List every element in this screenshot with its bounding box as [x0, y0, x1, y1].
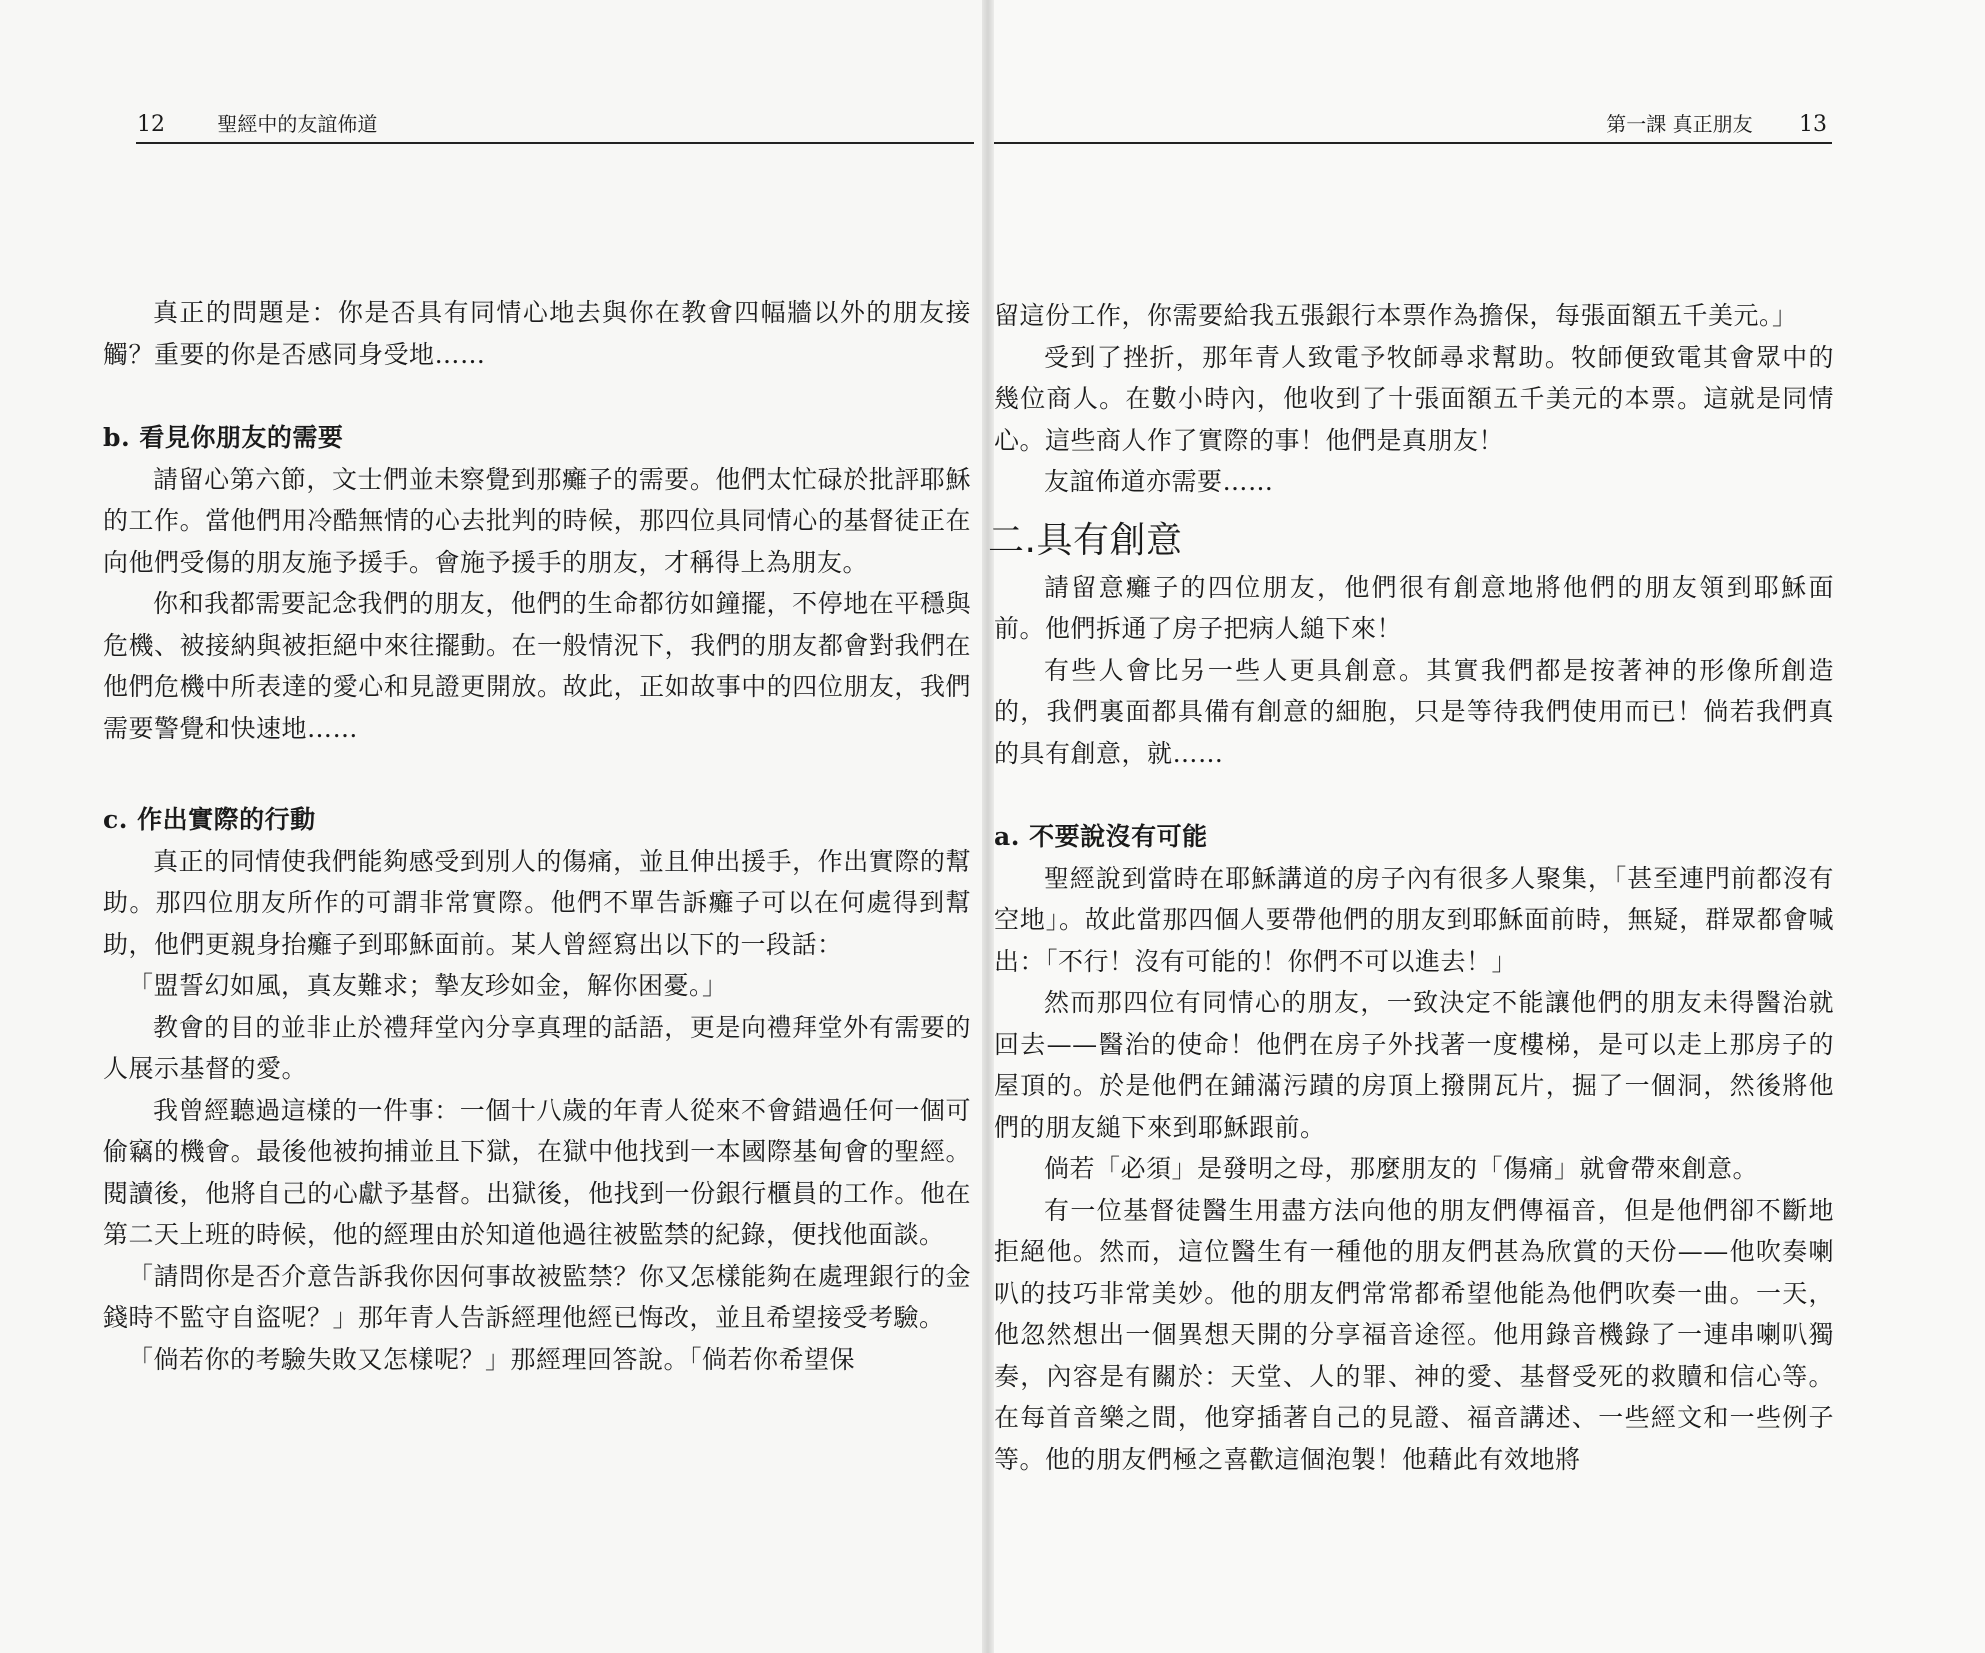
section-c-heading: c. 作出實際的行動 [103, 805, 316, 834]
paragraph: 請留心第六節，文士們並未察覺到那癱子的需要。他們太忙碌於批評耶穌的工作。當他們用冷酷無情的心去批判的時候，那四位具同情心的基督徒正在向他們受傷的朋友施予援手。會施予援手的朋友，才稱得上為朋友。 [103, 464, 971, 577]
paragraph: 真正的同情使我們能夠感受到別人的傷痛，並且伸出援手，作出實際的幫助。那四位朋友所作的可謂非常實際。他們不單告訴癱子可以在何處得到幫助，他們更親身抬癱子到耶穌面前。某人曾經寫出以下的一段話： [103, 846, 971, 959]
paragraph: 然而那四位有同情心的朋友，一致決定不能讓他們的朋友未得醫治就回去——醫治的使命！他們在房子外找著一度樓梯，是可以走上那房子的屋頂的。於是他們在鋪滿污蹟的房頂上撥開瓦片，掘了一個洞，然後將他們的朋友縋下來到耶穌跟前。 [994, 988, 1834, 1142]
paragraph: 倘若「必須」是發明之母，那麼朋友的「傷痛」就會帶來創意。 [1044, 1154, 1759, 1183]
paragraph: 友誼佈道亦需要…… [1044, 467, 1274, 496]
paragraph: 我曾經聽過這樣的一件事：一個十八歲的年青人從來不會錯過任何一個可偷竊的機會。最後他被拘捕並且下獄，在獄中他找到一本國際基甸會的聖經。閱讀後，他將自己的心獻予基督。出獄後，他找到一份銀行櫃員的工作。他在第二天上班的時候，他的經理由於知道他過往被監禁的紀錄，便找他面談。 [103, 1095, 971, 1249]
left-running-head [137, 108, 377, 137]
paragraph: 請留意癱子的四位朋友，他們很有創意地將他們的朋友領到耶穌面前。他們拆通了房子把病人縋下來！ [994, 572, 1834, 643]
right-column [988, 295, 1834, 1480]
continuation-paragraph: 留這份工作，你需要給我五張銀行本票作為擔保，每張面額五千美元。」 [994, 301, 1798, 330]
right-page-number: 13 [1799, 112, 1827, 137]
paragraph: 教會的目的並非止於禮拜堂內分享真理的話語，更是向禮拜堂外有需要的人展示基督的愛。 [103, 1012, 971, 1083]
quote-paragraph: 「盟誓幻如風，真友難求；摯友珍如金，解你困憂。」 [128, 971, 728, 1000]
left-column [103, 292, 971, 1380]
paragraph: 受到了挫折，那年青人致電予牧師尋求幫助。牧師便致電其會眾中的幾位商人。在數小時內，他收到了十張面額五千美元的本票。這就是同情心。這些商人作了實際的事！他們是真朋友！ [994, 342, 1834, 455]
section-b-heading: b. 看見你朋友的需要 [103, 423, 344, 452]
paragraph: 你和我都需要記念我們的朋友，他們的生命都彷如鐘擺，不停地在平穩與危機、被接納與被拒絕中來往擺動。在一般情況下，我們的朋友都會對我們在他們危機中所表達的愛心和見證更開放。故此，正如故事中的四位朋友，我們需要警覺和快速地…… [103, 589, 971, 743]
section-a-heading: a. 不要說沒有可能 [994, 822, 1208, 851]
section-2-heading: 二.具有創意 [988, 519, 1183, 561]
paragraph: 有些人會比另一些人更具創意。其實我們都是按著神的形像所創造的，我們裏面都具備有創意的細胞，只是等待我們使用而已！倘若我們真的具有創意，就…… [994, 655, 1834, 768]
book-gutter [982, 0, 994, 1653]
left-running-title: 聖經中的友誼佈道 [217, 112, 378, 136]
paragraph: 聖經說到當時在耶穌講道的房子內有很多人聚集，「甚至連門前都沒有空地」。故此當那四個人要帶他們的朋友到耶穌面前時，無疑，群眾都會喊出：「不行！沒有可能的！你們不可以進去！」 [994, 863, 1834, 976]
right-header-rule [992, 142, 1832, 144]
intro-paragraph: 真正的問題是：你是否具有同情心地去與你在教會四幅牆以外的朋友接觸？重要的你是否感同身受地…… [103, 298, 971, 369]
left-page-number: 12 [137, 112, 165, 137]
paragraph: 「請問你是否介意告訴我你因何事故被監禁？你又怎樣能夠在處理銀行的金錢時不監守自盜呢？」那年青人告訴經理他經已悔改，並且希望接受考驗。 [103, 1261, 971, 1332]
right-running-title: 第一課 真正朋友 [1606, 112, 1753, 136]
paragraph: 「倘若你的考驗失敗又怎樣呢？」那經理回答說。「倘若你希望保 [128, 1344, 856, 1374]
left-header-rule [136, 142, 974, 144]
right-running-head [1606, 108, 1827, 137]
paragraph: 有一位基督徒醫生用盡方法向他的朋友們傳福音，但是他們卻不斷地拒絕他。然而，這位醫生有一種他的朋友們甚為欣賞的天份——他吹奏喇叭的技巧非常美妙。他的朋友們常常都希望他能為他們吹奏一曲。一天，他忽然想出一個異想天開的分享福音途徑。他用錄音機錄了一連串喇叭獨奏，內容是有關於：天堂、人的罪、神的愛、基督受死的救贖和信心等。在每首音樂之間，他穿插著自己的見證、福音講述、一些經文和一些例子等。他的朋友們極之喜歡這個泡製！他藉此有效地將 [994, 1195, 1834, 1474]
